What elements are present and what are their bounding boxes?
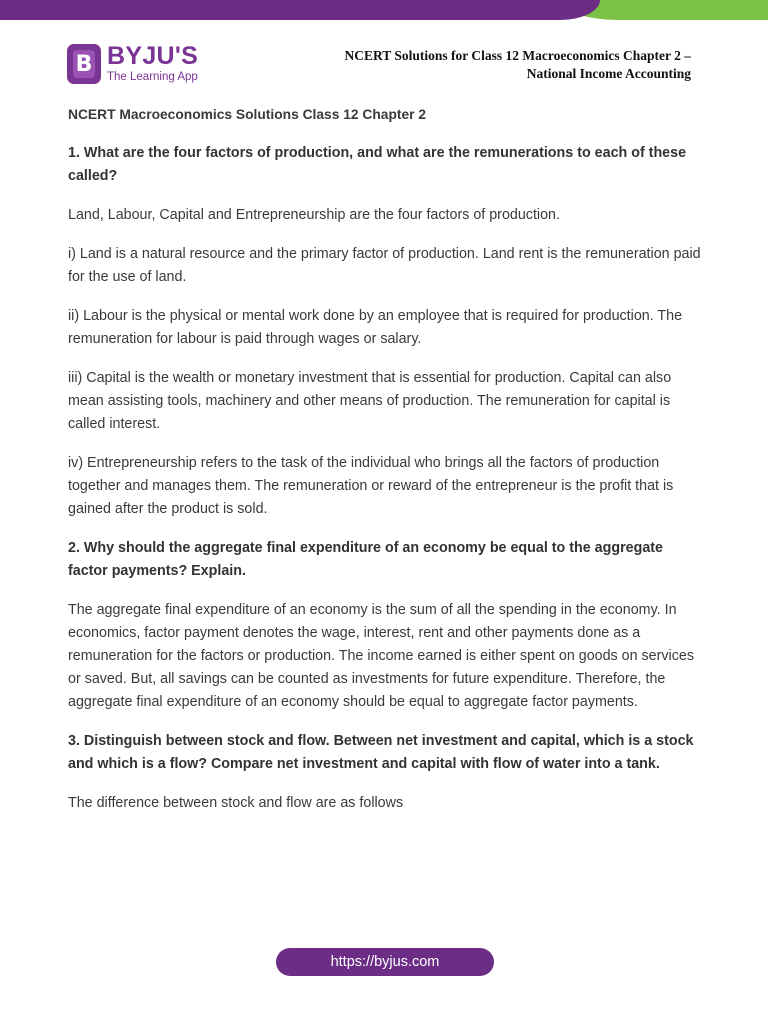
logo-mark-icon: B bbox=[67, 44, 101, 84]
document-body bbox=[68, 103, 704, 815]
logo-name: BYJU'S bbox=[107, 42, 199, 71]
answer-3-intro: The difference between stock and flow are as follows bbox=[68, 795, 404, 811]
purple-band bbox=[0, 0, 600, 20]
answer-1-point-labour: ii) Labour is the physical or mental work done by an employee that is required for production. The remuneration for labour is paid through wages or salary. bbox=[68, 308, 683, 347]
section-subtitle: NCERT Macroeconomics Solutions Class 12 Chapter 2 bbox=[68, 107, 427, 122]
top-color-band bbox=[0, 0, 768, 20]
answer-1-point-capital: iii) Capital is the wealth or monetary investment that is essential for production. Capital can also mean assisting tools, machinery and other means of production. The remuneration for capital is called interest. bbox=[68, 370, 672, 432]
answer-1-point-land: i) Land is a natural resource and the primary factor of production. Land rent is the remuneration paid for the use of land. bbox=[68, 246, 701, 285]
document-header-title bbox=[271, 47, 691, 83]
answer-1-intro: Land, Labour, Capital and Entrepreneurship are the four factors of production. bbox=[68, 207, 560, 223]
footer-url-link[interactable]: https://byjus.com bbox=[276, 948, 494, 976]
question-3: 3. Distinguish between stock and flow. Between net investment and capital, which is a stock and which is a flow? Compare net investment and capital with flow of water into a tank. bbox=[68, 733, 694, 772]
header-title-line1: NCERT Solutions for Class 12 Macroeconomics Chapter 2 – bbox=[344, 48, 691, 63]
question-1: 1. What are the four factors of production, and what are the remunerations to each of these called? bbox=[68, 145, 687, 184]
byjus-logo bbox=[67, 44, 198, 84]
answer-2: The aggregate final expenditure of an economy is the sum of all the spending in the economy. In economics, factor payment denotes the wage, interest, rent and other payments done as a remuneration for the factors or production. The income earned is either spent on goods on services or saved. But, all savings can be counted as investments for future expenditure. Therefore, the aggregate final expenditure of an economy should be equal to aggregate factor payments. bbox=[68, 602, 694, 710]
question-2: 2. Why should the aggregate final expenditure of an economy be equal to the aggregate factor payments? Explain. bbox=[68, 540, 664, 579]
answer-1-point-entrepreneurship: iv) Entrepreneurship refers to the task of the individual who brings all the factors of production together and manages them. The remuneration or reward of the entrepreneur is the profit that is gained after the product is sold. bbox=[68, 455, 674, 517]
header-title-line2: National Income Accounting bbox=[526, 66, 691, 81]
logo-tagline: The Learning App bbox=[107, 71, 198, 84]
